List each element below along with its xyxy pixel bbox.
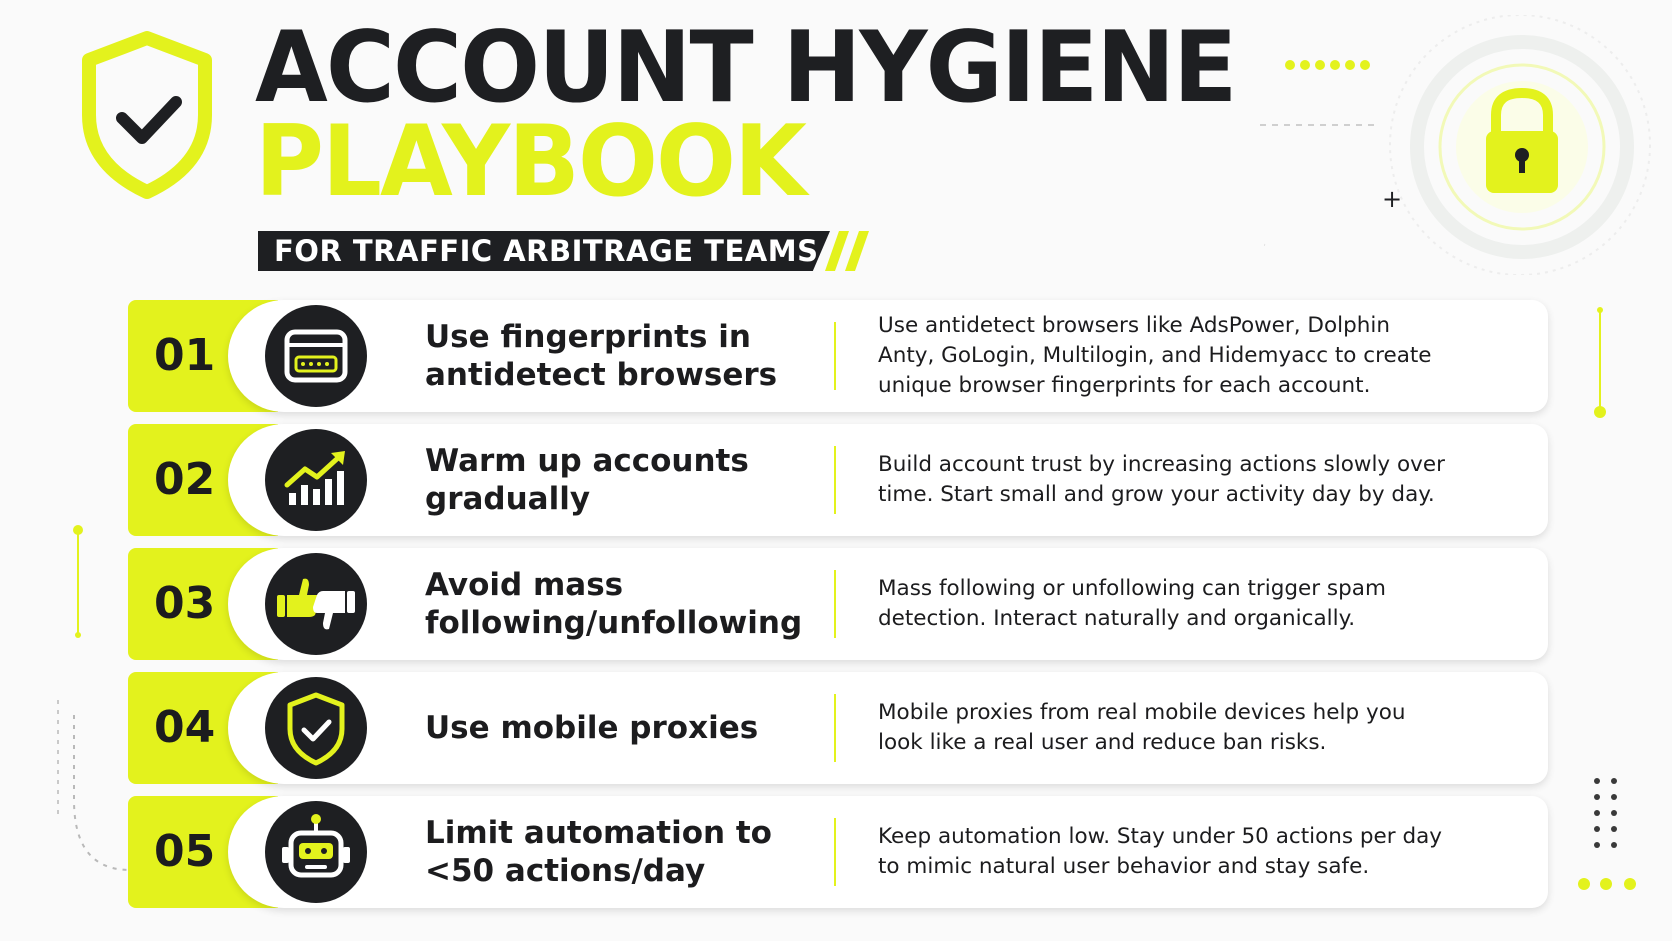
row-number: 04: [154, 702, 216, 753]
row-description: Use antidetect browsers like AdsPower, Dolphin Anty, GoLogin, Multilogin, and Hidemyacc to create unique browser fingerprints for each account.: [878, 313, 1432, 398]
shield-check-icon: [80, 30, 215, 200]
list-item: [128, 300, 1548, 412]
browser-window-icon: [265, 305, 367, 407]
list-item: [128, 796, 1548, 908]
subtitle: FOR TRAFFIC ARBITRAGE TEAMS: [274, 234, 819, 268]
divider: [834, 818, 836, 886]
row-description: Keep automation low. Stay under 50 actions per day to mimic natural user behavior and stay safe.: [878, 824, 1443, 879]
row-description: Build account trust by increasing actions slowly over time. Start small and grow your activity day by day.: [878, 452, 1445, 507]
robot-icon: [265, 801, 367, 903]
padlock-icon: [1260, 15, 1672, 275]
row-number: 03: [154, 578, 216, 629]
row-description: Mobile proxies from real mobile devices help you look like a real user and reduce ban risks.: [878, 700, 1406, 755]
row-title: Avoid mass following/unfollowing: [425, 567, 803, 641]
row-title: Use fingerprints in antidetect browsers: [425, 319, 778, 393]
list-item: [128, 424, 1548, 536]
row-title: Warm up accounts gradually: [425, 443, 749, 517]
shield-check-icon: [265, 677, 367, 779]
page-title: ACCOUNT HYGIENE: [255, 11, 1236, 125]
list-item: [128, 672, 1548, 784]
divider: [834, 446, 836, 514]
row-number: 01: [154, 330, 216, 381]
banner-stripes-decoration: [825, 231, 880, 271]
row-title: Limit automation to <50 actions/day: [425, 815, 772, 889]
row-description: Mass following or unfollowing can trigger spam detection. Interact naturally and organically.: [878, 576, 1386, 631]
divider: [834, 694, 836, 762]
thumbs-up-down-icon: [265, 553, 367, 655]
growth-chart-icon: [265, 429, 367, 531]
divider: [834, 570, 836, 638]
svg-text:+: +: [1382, 185, 1403, 213]
list-item: [128, 548, 1548, 660]
divider: [834, 322, 836, 390]
page-title-accent: PLAYBOOK: [255, 105, 806, 219]
row-title: Use mobile proxies: [425, 710, 759, 746]
row-number: 05: [154, 826, 216, 877]
row-number: 02: [154, 454, 216, 505]
